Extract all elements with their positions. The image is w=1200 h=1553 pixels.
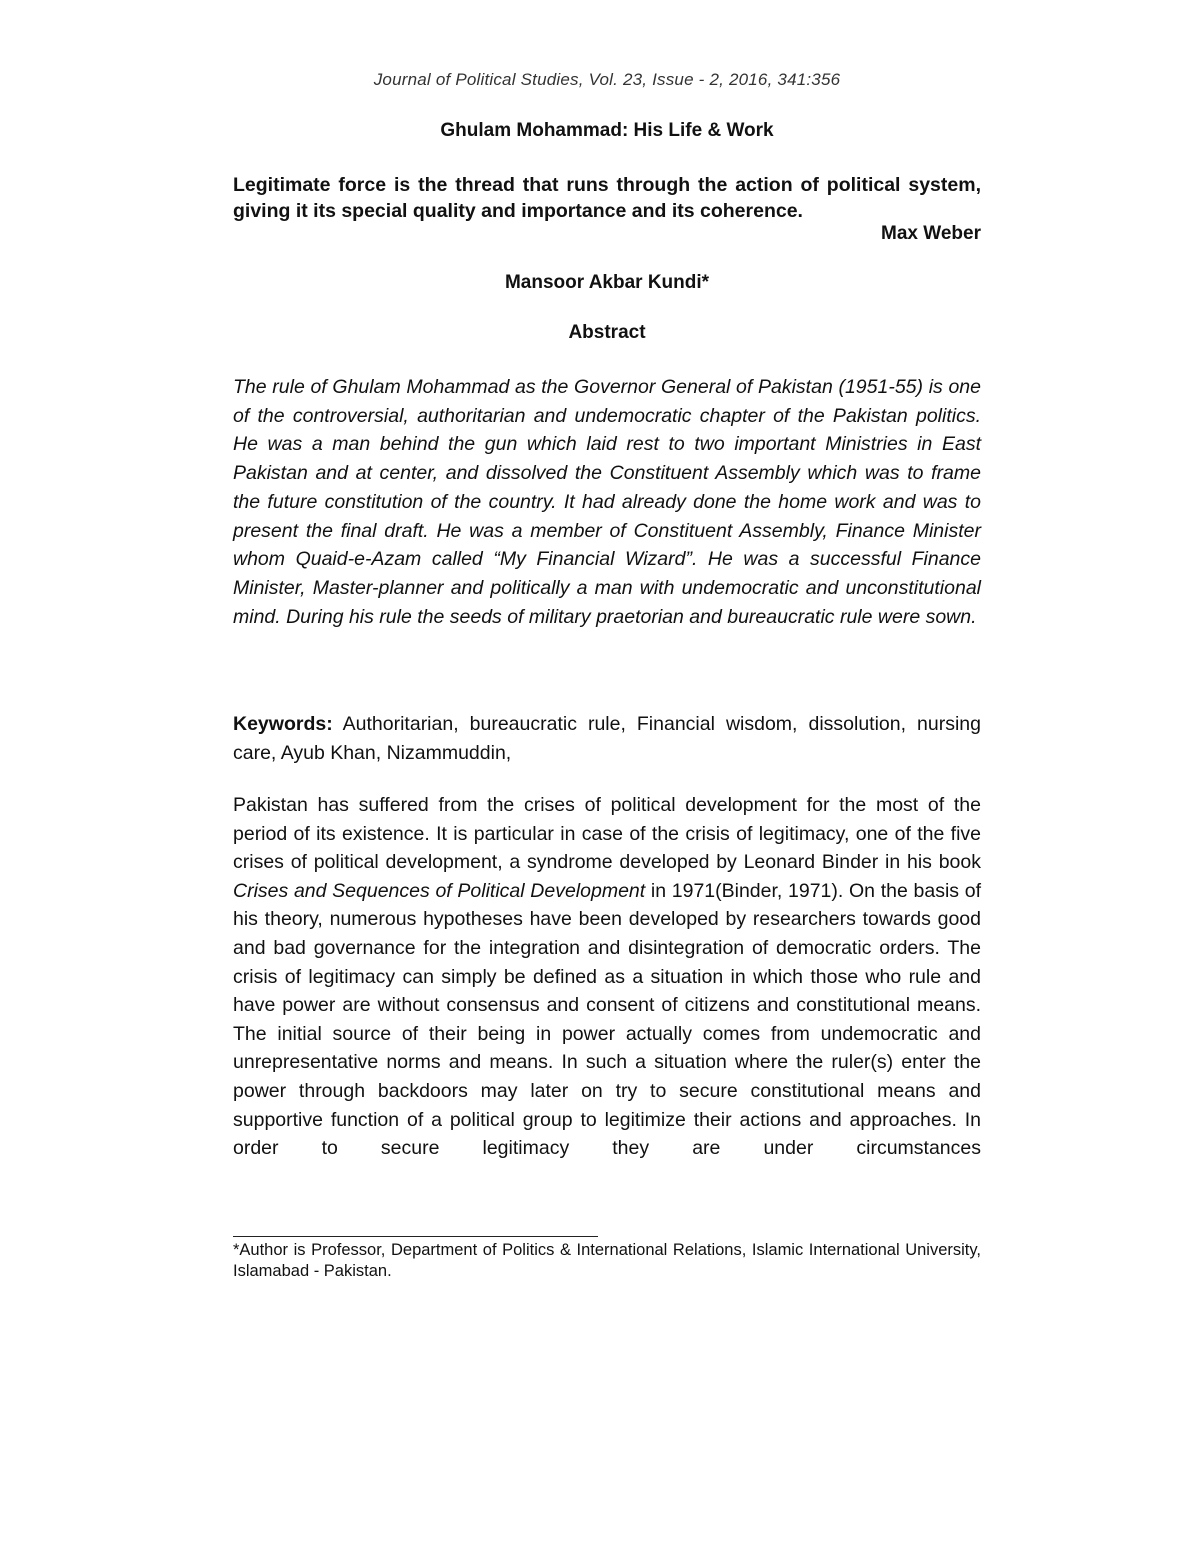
abstract-heading: Abstract [568, 322, 646, 343]
body-paragraph [233, 791, 981, 1163]
body-text-part1: Pakistan has suffered from the crises of political development for the most of the period of its existence. It is particular in case of the crisis of legitimacy, one of the five crises of political development, a syndrome developed by Leonard Binder in his book [233, 794, 981, 874]
book-title: Crises and Sequences of Political Development [233, 879, 646, 902]
epigraph-quote: Legitimate force is the thread that runs through the action of political system, giving it its special quality and importance and its coherence. [233, 174, 981, 222]
abstract-text: The rule of Ghulam Mohammad as the Governor General of Pakistan (1951-55) is one of the controversial, authoritarian and undemocratic chapter of the Pakistan politics. He was a man behind the gun which laid rest to two important Ministries in East Pakistan and at center, and dissolved the Constituent Assembly which was to frame the future constitution of the country. It had already done the home work and was to present the final draft. He was a member of Constituent Assembly, Finance Minister whom Quaid-e-Azam called “My Financial Wizard”. He was a successful Finance Minister, Master-planner and politically a man with undemocratic and unconstitutional mind. During his rule the seeds of military praetorian and bureaucratic rule were sown. [233, 376, 981, 628]
journal-citation: Journal of Political Studies, Vol. 23, Issue - 2, 2016, 341:356 [373, 70, 841, 89]
body-text-part2: in 1971(Binder, 1971). On the basis of his theory, numerous hypotheses have been developed by researchers towards good and bad governance for the integration and disintegration of democratic orders. The crisis of legitimacy can simply be defined as a situation in which those who rule and have power are without consensus and consent of citizens and constitutional means. The initial source of their being in power actually comes from undemocratic and unrepresentative norms and means. In such a situation where the ruler(s) enter the power through backdoors may later on try to secure constitutional means and supportive function of a political group to legitimize their actions and approaches. In order to secure legitimacy they are under circumstances [233, 879, 981, 1160]
article-title: Ghulam Mohammad: His Life & Work [440, 120, 774, 141]
keywords-label: Keywords: [233, 713, 333, 735]
epigraph-author: Max Weber [881, 223, 981, 244]
keywords-paragraph [233, 710, 981, 767]
author-name: Mansoor Akbar Kundi* [504, 272, 710, 293]
author-footnote: *Author is Professor, Department of Politics & International Relations, Islamic International University, Islamabad - Pakistan. [233, 1241, 981, 1280]
footnote-divider [233, 1236, 598, 1237]
keywords-list: Authoritarian, bureaucratic rule, Financial wisdom, dissolution, nursing care, Ayub Khan, Nizammuddin, [233, 713, 981, 764]
